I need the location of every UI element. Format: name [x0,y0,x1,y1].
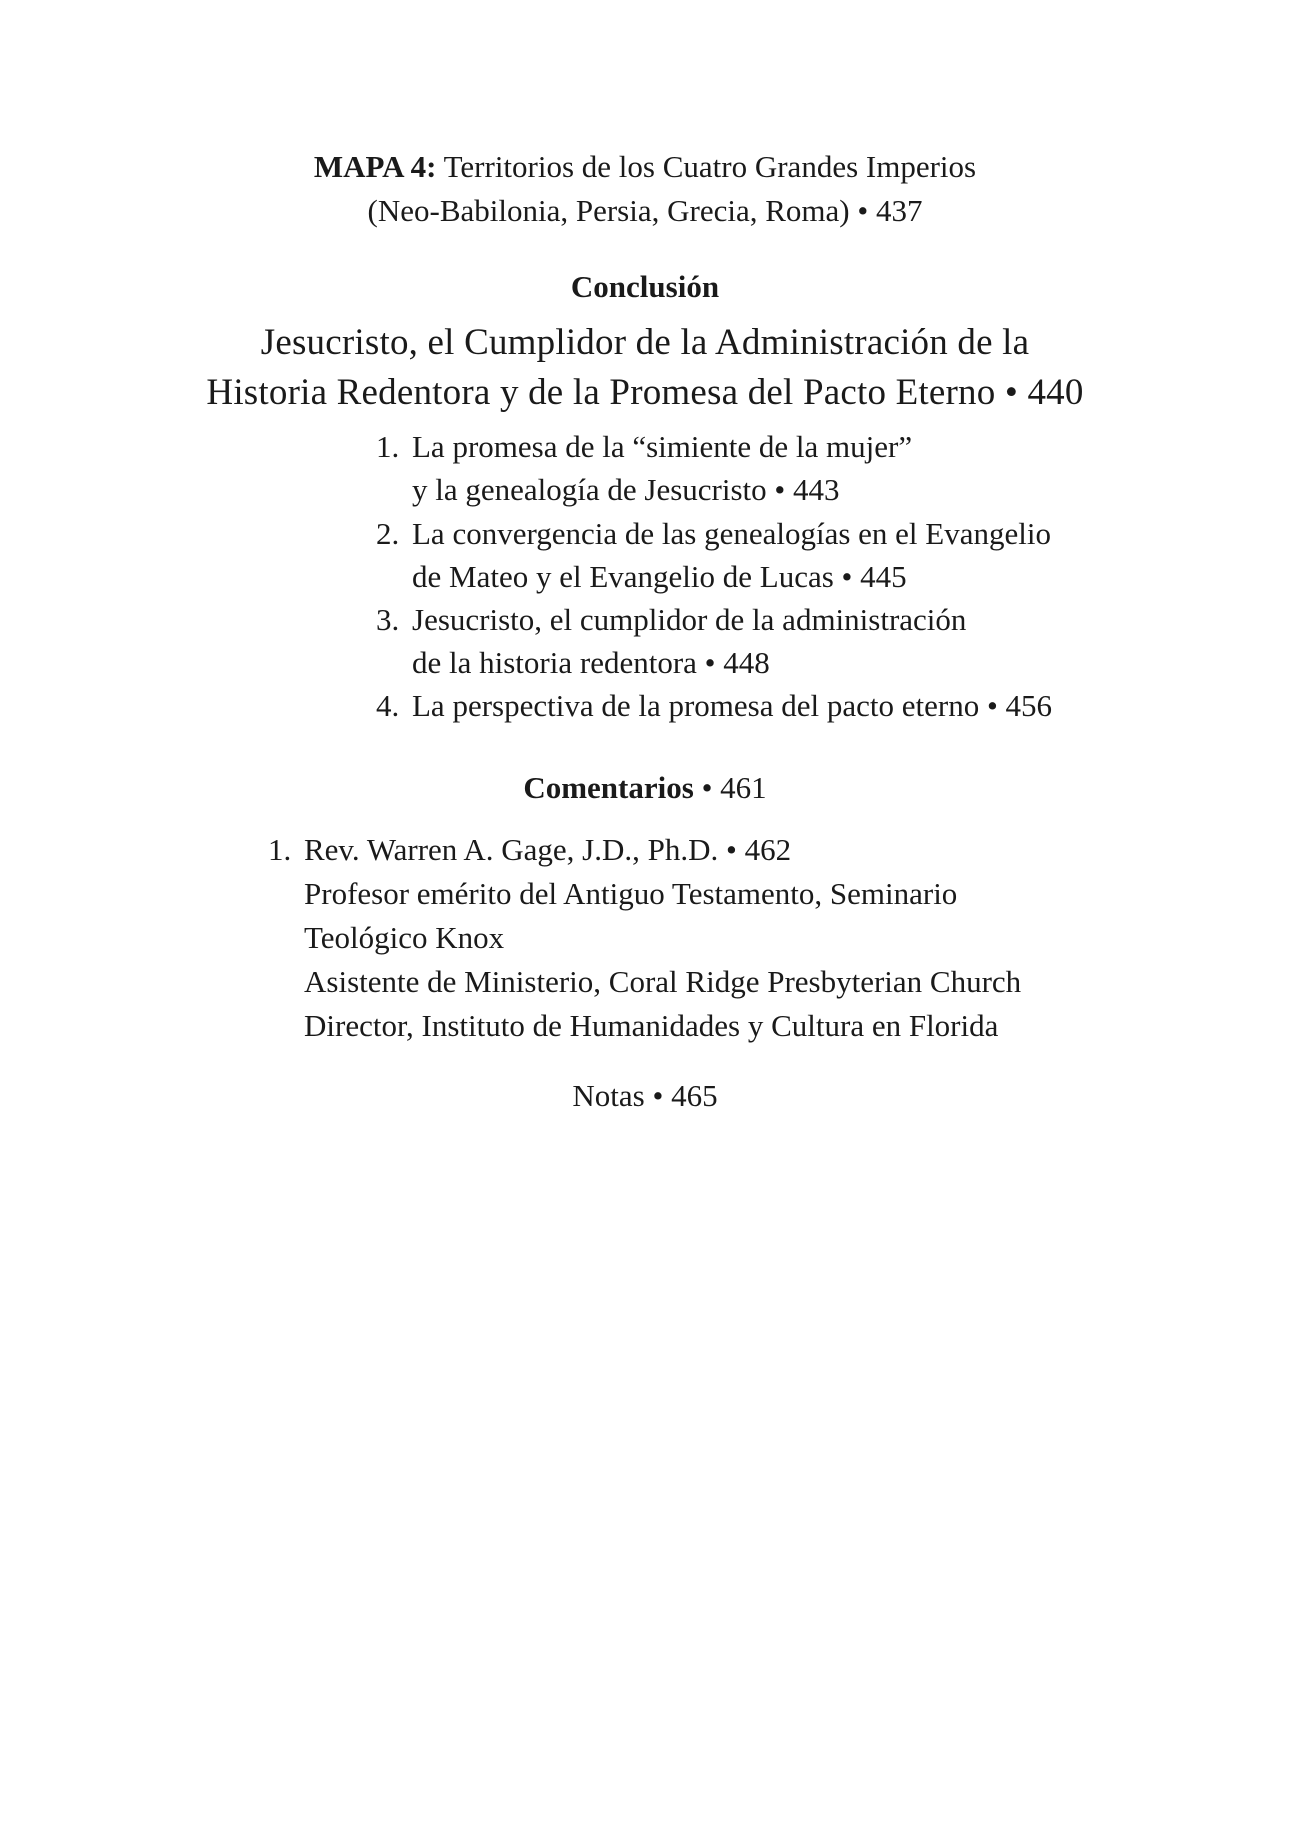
item-number: 1. [376,429,400,464]
comentarios-page: • 461 [693,770,767,805]
map4-line2: (Neo-Babilonia, Persia, Grecia, Roma) • 437 [367,193,923,228]
item-line: La promesa de la “simiente de la mujer” [412,429,913,464]
item-number: 2. [376,516,400,551]
conclusion-item-4 [376,684,1052,727]
map4-title: Territorios de los Cuatro Grandes Imperios [443,149,977,184]
item-line: La perspectiva de la promesa del pacto eterno • 456 [412,688,1053,723]
item-line: La convergencia de las genealogías en el Evangelio [412,516,1051,551]
comentarios-title: Comentarios [523,770,694,805]
conclusion-heading-line2: Historia Redentora y de la Promesa del Pacto Eterno • 440 [206,372,1084,413]
conclusion-item-1 [376,425,912,511]
comentario-entry-1 [268,828,1021,1048]
entry-line: Teológico Knox [304,920,505,955]
conclusion-item-3 [376,598,966,684]
entry-line: Asistente de Ministerio, Coral Ridge Presbyterian Church [304,964,1022,999]
item-line: y la genealogía de Jesucristo • 443 [412,472,840,507]
map4-line1 [0,146,1290,188]
conclusion-title: Conclusión [570,269,720,304]
item-line: Jesucristo, el cumplidor de la administración [412,602,967,637]
comentarios-heading [0,770,1290,806]
entry-line: Profesor emérito del Antiguo Testamento, Seminario [304,876,958,911]
item-line: de la historia redentora • 448 [412,645,770,680]
entry-line: Director, Instituto de Humanidades y Cultura en Florida [304,1008,999,1043]
item-number: 3. [376,602,400,637]
entry-name: Rev. Warren A. Gage, J.D., Ph.D. • 462 [304,832,792,867]
item-number: 4. [376,688,400,723]
notas-entry: Notas • 465 [572,1078,718,1113]
conclusion-item-2 [376,512,1051,598]
item-line: de Mateo y el Evangelio de Lucas • 445 [412,559,907,594]
map4-label: MAPA 4: [313,149,437,184]
entry-number: 1. [268,832,292,867]
conclusion-heading-line1: Jesucristo, el Cumplidor de la Administración de la [260,322,1030,363]
